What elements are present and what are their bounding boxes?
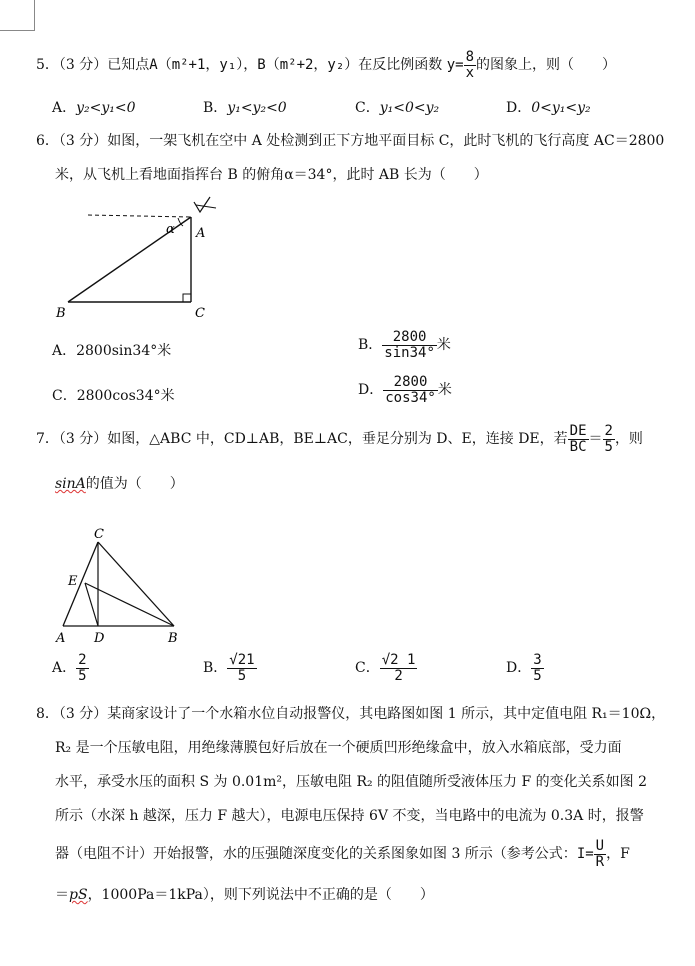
q6-line2: 米，从飞机上看地面指挥台 B 的俯角α＝34°，此时 AB 长为（ ） (55, 167, 488, 183)
q5-stem-prefix: 5．（3 分）已知点 (36, 57, 150, 74)
label-c: C (195, 306, 205, 321)
q8-line6 (55, 884, 434, 904)
option-label: B． (203, 100, 228, 116)
q6-line1: 6．（3 分）如图，一架飞机在空中 A 处检测到正下方地平面目标 C，此时飞机的飞行高度 AC＝2800 (36, 133, 665, 149)
q7-option-b (203, 653, 257, 683)
q7-line1-suffix: ，则 (614, 431, 643, 448)
label-c: C (94, 528, 104, 542)
q8-line6-rest: ，1000Pa＝1kPa），则下列说法中不正确的是（ ） (87, 887, 434, 903)
q6-option-b (358, 330, 451, 360)
fraction-den: BC (569, 438, 587, 455)
unit: 米 (436, 337, 451, 354)
option-label: C． (355, 660, 380, 677)
q5-func-lhs: y= (446, 57, 464, 74)
q7-line2-rest: 的值为（ ） (85, 476, 184, 492)
q5-option-b (203, 97, 287, 117)
option-text: y₁<0<y₂ (379, 100, 440, 116)
q8-line5-suffix: ，F (606, 846, 630, 863)
fraction-num: 2 (78, 652, 87, 668)
option-fraction (531, 653, 543, 683)
option-text: y₂<y₁<0 (76, 100, 136, 116)
horizontal-dashed-line (88, 215, 190, 217)
option-label: A． (52, 660, 77, 677)
fraction-num: 2800 (382, 330, 437, 346)
q8-formula-fraction (594, 839, 606, 869)
option-text: y₁<y₂<0 (227, 100, 287, 116)
label-b: B (56, 306, 66, 321)
q6-option-b-fraction (382, 330, 437, 360)
option-fraction (380, 653, 418, 683)
q5-option-d (506, 97, 591, 117)
right-angle-mark (183, 294, 191, 302)
page-corner-mark (0, 0, 35, 31)
option-fraction (227, 653, 256, 683)
q7-option-c (355, 653, 417, 683)
option-label: D． (506, 660, 532, 677)
q7-option-a (52, 653, 89, 683)
label-d: D (94, 631, 105, 646)
unit: 米 (437, 382, 452, 399)
option-label: D． (506, 100, 532, 116)
label-b: B (168, 631, 178, 646)
q7-option-d (506, 653, 544, 683)
q6-option-a: A．2800sin34°米 (52, 343, 172, 359)
q7-figure (50, 528, 190, 648)
segment-cb (98, 542, 174, 626)
fraction-num: √2 1 (381, 652, 416, 668)
option-label: A． (52, 100, 77, 116)
label-alpha: α (166, 222, 175, 237)
q5-option-c (355, 97, 439, 117)
airplane-icon (194, 197, 216, 212)
q6-option-d (358, 375, 452, 405)
q7-ratio-fraction (568, 424, 589, 454)
label-e: E (68, 574, 78, 589)
option-label: D． (358, 382, 384, 399)
option-label: C． (355, 100, 380, 116)
q5-stem-suffix: 的图象上，则（ ） (476, 57, 617, 74)
q5-func-num: 8 (465, 49, 475, 65)
q8-line5-prefix: 器（电阻不计）开始报警，水的压强随深度变化的关系图象如图 3 所示（参考公式： (55, 846, 577, 863)
fraction-num: 2800 (383, 375, 438, 391)
equals-sign: ＝ (588, 431, 603, 448)
fraction-num: √21 (229, 652, 255, 668)
q7-line1 (36, 424, 643, 454)
q5-point-a: A（m²+1，y₁）， (149, 57, 258, 74)
q8-line2: R₂ 是一个压敏电阻，用绝缘薄膜包好后放在一个硬质凹形绝缘盒中，放入水箱底部，受力面 (55, 740, 622, 756)
label-a: A (196, 226, 206, 241)
fraction-num: U (595, 838, 605, 854)
segment-de (85, 583, 98, 626)
label-a: A (56, 631, 66, 646)
fraction-den: R (595, 853, 605, 870)
q5-option-a (52, 97, 136, 117)
option-text: 0<y₁<y₂ (531, 100, 591, 116)
q6-figure (50, 192, 240, 324)
option-label: B． (358, 337, 383, 354)
q6-option-c: C．2800cos34°米 (52, 388, 175, 404)
option-fraction (76, 653, 88, 683)
fraction-num: DE (569, 423, 587, 439)
option-label: B． (203, 660, 228, 677)
fraction-den: 2 (394, 667, 403, 684)
q5-func-den: x (465, 64, 475, 81)
q7-sin-a: sinA (55, 476, 86, 492)
fraction-num: 2 (604, 423, 613, 439)
formula-lhs: I= (576, 846, 594, 863)
fraction-den: 5 (78, 667, 87, 684)
q8-line4: 所示（水深 h 越深，压力 F 越大），电源电压保持 6V 不变，当电路中的电流为 0.3A 时，报警 (55, 808, 644, 824)
q8-ps: pS (69, 887, 88, 903)
q8-line1: 8．（3 分）某商家设计了一个水箱水位自动报警仪，其电路图如图 1 所示，其中定值电阻 R₁＝10Ω， (36, 706, 666, 722)
q7-line2 (55, 473, 184, 493)
q6-option-d-fraction (383, 375, 438, 405)
fraction-den: cos34° (385, 389, 436, 406)
q8-line3: 水平，承受水压的面积 S 为 0.01m²，压敏电阻 R₂ 的阻值随所受液体压力 F 的变化关系如图 2 (55, 774, 648, 790)
fraction-den: sin34° (384, 344, 435, 361)
q7-ratio-value (603, 424, 615, 454)
fraction-den: 5 (533, 667, 542, 684)
q5-func-fraction (464, 50, 476, 80)
fraction-den: 5 (237, 667, 247, 684)
fraction-num: 3 (533, 652, 542, 668)
q5-stem (36, 50, 616, 80)
q5-point-b: B（m²+2，y₂） (257, 57, 359, 74)
q5-stem-mid: 在反比例函数 (358, 57, 443, 74)
q7-line1-prefix: 7．（3 分）如图，△ABC 中，CD⊥AB，BE⊥AC，垂足分别为 D、E，连接 DE，若 (36, 431, 568, 448)
q8-line5 (55, 839, 630, 869)
q8-line6-prefix: ＝ (55, 887, 69, 903)
fraction-den: 5 (604, 438, 613, 455)
